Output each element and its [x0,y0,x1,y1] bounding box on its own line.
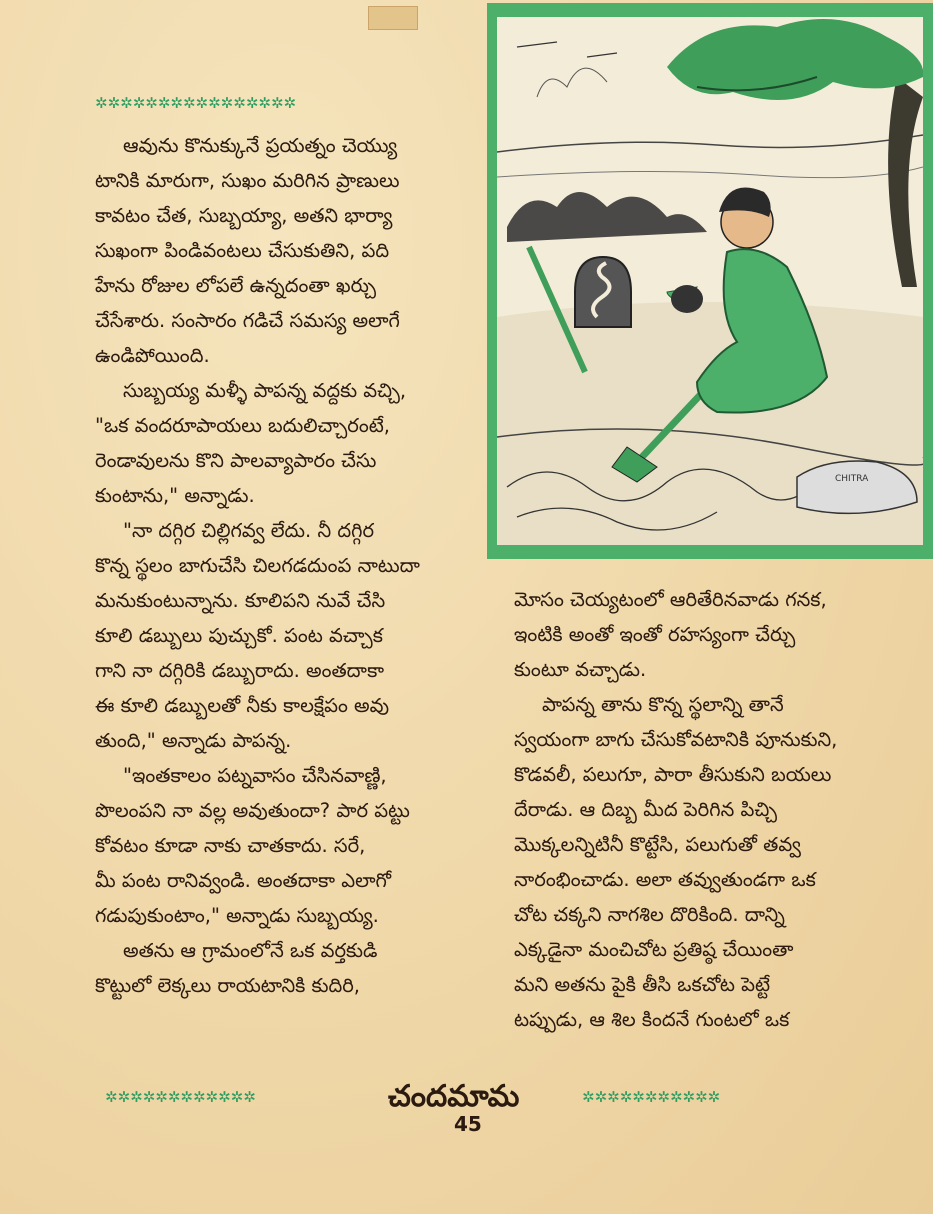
text-line: హేను రోజుల లోపలే ఉన్నదంతా ఖర్చు [95,274,376,297]
text-line: కుంటూ వచ్చాడు. [514,658,647,681]
text-line: టానికి మారుగా, సుఖం మరిగిన ప్రాణులు [95,169,400,192]
text-line: ఈ కూలి డబ్బులతో నీకు కాలక్షేపం అవు [95,694,390,717]
footer-ornament-left: ✲✲✲✲✲✲✲✲✲✲✲✲ [105,1088,256,1106]
top-ornament-border: ✲✲✲✲✲✲✲✲✲✲✲✲✲✲✲✲ [95,94,297,112]
text-line: మొక్కలన్నిటినీ కొట్టేసి, పలుగుతో తవ్వ [514,833,801,856]
text-line: మోసం చెయ్యటంలో ఆరితేరినవాడు గనక, [514,588,827,611]
text-line: కుంటాను," అన్నాడు. [95,484,255,507]
page-number: 45 [454,1112,482,1136]
text-line: సుబ్బయ్య మళ్ళీ పాపన్న వద్దకు వచ్చి, [123,379,407,402]
magazine-title: చందమామ [388,1079,520,1114]
text-line: మీ పంట రానివ్వండి. అంతదాకా ఎలాగో [95,869,392,892]
text-line: నారంభించాడు. అలా తవ్వుతుండగా ఒక [514,868,816,891]
text-line: చేసేశారు. సంసారం గడిచే సమస్య అలాగే [95,309,400,332]
text-line: ఉండిపోయింది. [95,344,210,367]
text-line: కొడవలీ, పలుగూ, పారా తీసుకుని బయలు [514,763,832,786]
text-line: గాని నా దగ్గిరికి డబ్బురాదు. అంతదాకా [95,659,384,682]
tape-mark [368,6,418,30]
story-illustration [487,3,933,559]
footer-ornament-right: ✲✲✲✲✲✲✲✲✲✲✲ [582,1088,721,1106]
text-line: "ఒక వందరూపాయలు బదులిచ్చారంటే, [95,414,391,437]
text-line: పాపన్న తాను కొన్న స్థలాన్ని తానే [542,693,784,716]
text-line: తుంది," అన్నాడు పాపన్న. [95,729,292,752]
text-line: చోట చక్కని నాగశిల దొరికింది. దాన్ని [514,903,785,926]
text-line: మని అతను పైకి తీసి ఒకచోట పెట్టే [514,973,771,996]
text-line: మనుకుంటున్నాను. కూలిపని నువే చేసి [95,589,386,612]
text-line: సుఖంగా పిండివంటలు చేసుకుతిని, పది [95,239,390,262]
text-line: అతను ఆ గ్రామంలోనే ఒక వర్తకుడి [123,939,378,962]
text-line: టప్పుడు, ఆ శిల కిందనే గుంటలో ఒక [514,1008,790,1031]
text-line: "నా దగ్గిర చిల్లిగవ్వ లేదు. నీ దగ్గిర [123,519,375,542]
text-line: కొన్న స్థలం బాగుచేసి చిలగడదుంప నాటుదా [95,554,420,577]
text-line: గడుపుకుంటాం," అన్నాడు సుబ్బయ్య. [95,904,379,927]
illustration-drawing [497,17,923,545]
text-line: ఎక్కడైనా మంచిచోట ప్రతిష్ఠ చేయింతా [514,938,794,961]
right-text-column [514,582,914,1037]
text-line: స్వయంగా బాగు చేసుకోవటానికి పూనుకుని, [514,728,838,751]
text-line: దేరాడు. ఆ దిబ్బ మీద పెరిగిన పిచ్చి [514,798,778,821]
text-line: కూలి డబ్బులు పుచ్చుకో. పంట వచ్చాక [95,624,383,647]
artist-signature: CHITRA [835,474,869,484]
text-line: పొలంపని నా వల్ల అవుతుందా? పార పట్టు [95,799,410,822]
text-line: కోవటం కూడా నాకు చాతకాదు. సరే, [95,834,366,857]
left-text-column [95,128,475,1003]
text-line: రెండావులను కొని పాలవ్యాపారం చేసు [95,449,377,472]
text-line: "ఇంతకాలం పట్నవాసం చేసినవాణ్ణి, [123,764,387,787]
text-line: కావటం చేత, సుబ్బయ్యా, అతని భార్యా [95,204,393,227]
text-line: ఇంటికి అంతో ఇంతో రహస్యంగా చేర్చు [514,623,796,646]
text-line: కొట్టులో లెక్కలు రాయటానికి కుదిరి, [95,974,360,997]
text-line: ఆవును కొనుక్కునే ప్రయత్నం చెయ్యు [123,134,398,157]
